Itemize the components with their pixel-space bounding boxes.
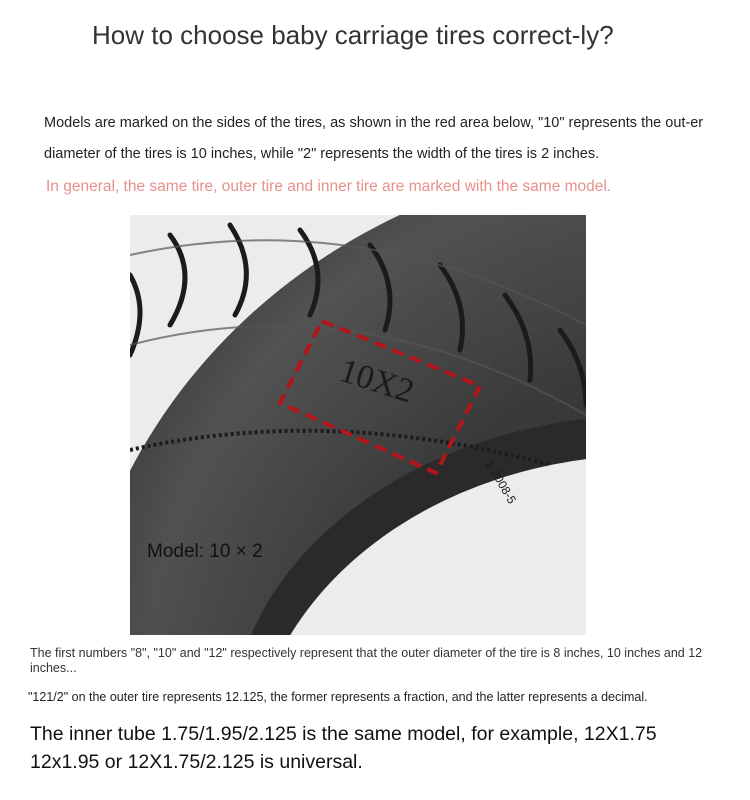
sidewall-marking: 10X2 bbox=[335, 352, 419, 411]
page-title: How to choose baby carriage tires correct-ly? bbox=[92, 20, 614, 50]
size-note: The first numbers "8", "10" and "12" respectively represent that the outer diameter of the tire is 8 inches, 10 inches and 12 inches... bbox=[30, 646, 703, 675]
highlight-note: In general, the same tire, outer tire and inner tire are marked with the same model. bbox=[46, 178, 612, 195]
model-caption: Model: 10 × 2 bbox=[147, 541, 263, 562]
fraction-note: "121/2" on the outer tire represents 12.125, the former represents a fraction, and the latter represents a decimal. bbox=[28, 690, 648, 704]
inner-tube-note: The inner tube 1.75/1.95/2.125 is the same model, for example, 12X1.75 12x1.95 or 12X1.75/2.125 is universal. bbox=[30, 723, 657, 773]
tire-illustration bbox=[130, 215, 586, 635]
sidewall-code: 1-2008-5 bbox=[482, 457, 519, 507]
intro-paragraph: Models are marked on the sides of the tires, as shown in the red area below, "10" represents the out-er diameter of the tires is 10 inches, while "2" represents the width of the tires is 2 inches. bbox=[44, 115, 704, 162]
tire-photo bbox=[130, 215, 586, 635]
